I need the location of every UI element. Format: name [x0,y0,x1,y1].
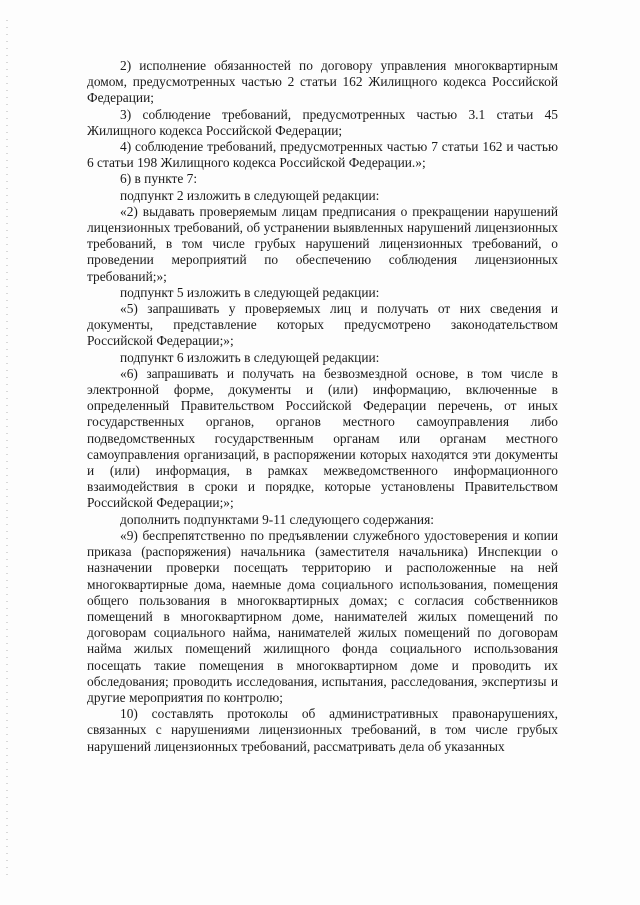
paragraph-subitem-5-text: «5) запрашивать у проверяемых лиц и получать от них сведения и документы, представление которых предусмотрено законодательством Российской Федерации;»; [87,301,558,349]
paragraph-instruction-subitem-5: подпункт 5 изложить в следующей редакции: [120,284,380,300]
document-body [87,58,558,755]
paragraph-section-6: 6) в пункте 7: [120,171,198,187]
paragraph-subitem-6-text: «6) запрашивать и получать на безвозмездной основе, в том числе в электронной форме, документы и (или) информацию, включенные в определенный Правительством Российской Федерации перечень, от иных государственных органов, органов местного самоуправления либо подведомственных государственным органам или органам местного самоуправления организаций, в распоряжении которых находятся эти документы и (или) информация, в рамках межведомственного информационного взаимодействия в сроки и порядке, которые установлены Правительством Российской Федерации;»; [87,365,558,511]
paragraph-item-3: 3) соблюдение требований, предусмотренных частью 3.1 статьи 45 Жилищного кодекса Российской Федерации; [87,106,558,138]
paragraph-subitem-9-text: «9) беспрепятственно по предъявлении служебного удостоверения и копии приказа (распоряжения) начальника (заместителя начальника) Инспекции о назначении проверки посещать территорию и расположенные на ней многоквартирные дома, наемные дома социального использования, помещения общего пользования в многоквартирных домах; с согласия собственников помещений в многоквартирном доме, нанимателей жилых помещений по договорам социального найма, нанимателей жилых помещений по договорам найма жилых помещений жилищного фонда социального использования посещать такие помещения в многоквартирном доме и проводить их обследования; проводить исследования, испытания, расследования, экспертизы и другие мероприятия по контролю; [87,527,558,705]
paragraph-subitem-2-text: «2) выдавать проверяемым лицам предписания о прекращении нарушений лицензионных требований, об устранении выявленных нарушений лицензионных требований, в том числе грубых нарушений лицензионных требований, о проведении мероприятий по обеспечению соблюдения лицензионных требований;»; [87,203,558,284]
paragraph-subitem-10-text: 10) составлять протоколы об административных правонарушениях, связанных с нарушениями лицензионных требований, в том числе грубых нарушений лицензионных требований, рассматривать дела об указанных [87,706,558,754]
scan-edge-marks [6,20,8,880]
paragraph-instruction-subitem-2: подпункт 2 изложить в следующей редакции: [120,187,380,203]
paragraph-instruction-subitems-9-11: дополнить подпунктами 9-11 следующего содержания: [120,511,434,527]
paragraph-instruction-subitem-6: подпункт 6 изложить в следующей редакции: [120,349,380,365]
paragraph-item-4: 4) соблюдение требований, предусмотренных частью 7 статьи 162 и частью 6 статьи 198 Жилищного кодекса Российской Федерации.»; [87,139,558,171]
paragraph-item-2: 2) исполнение обязанностей по договору управления многоквартирным домом, предусмотренных частью 2 статьи 162 Жилищного кодекса Российской Федерации; [87,58,558,106]
